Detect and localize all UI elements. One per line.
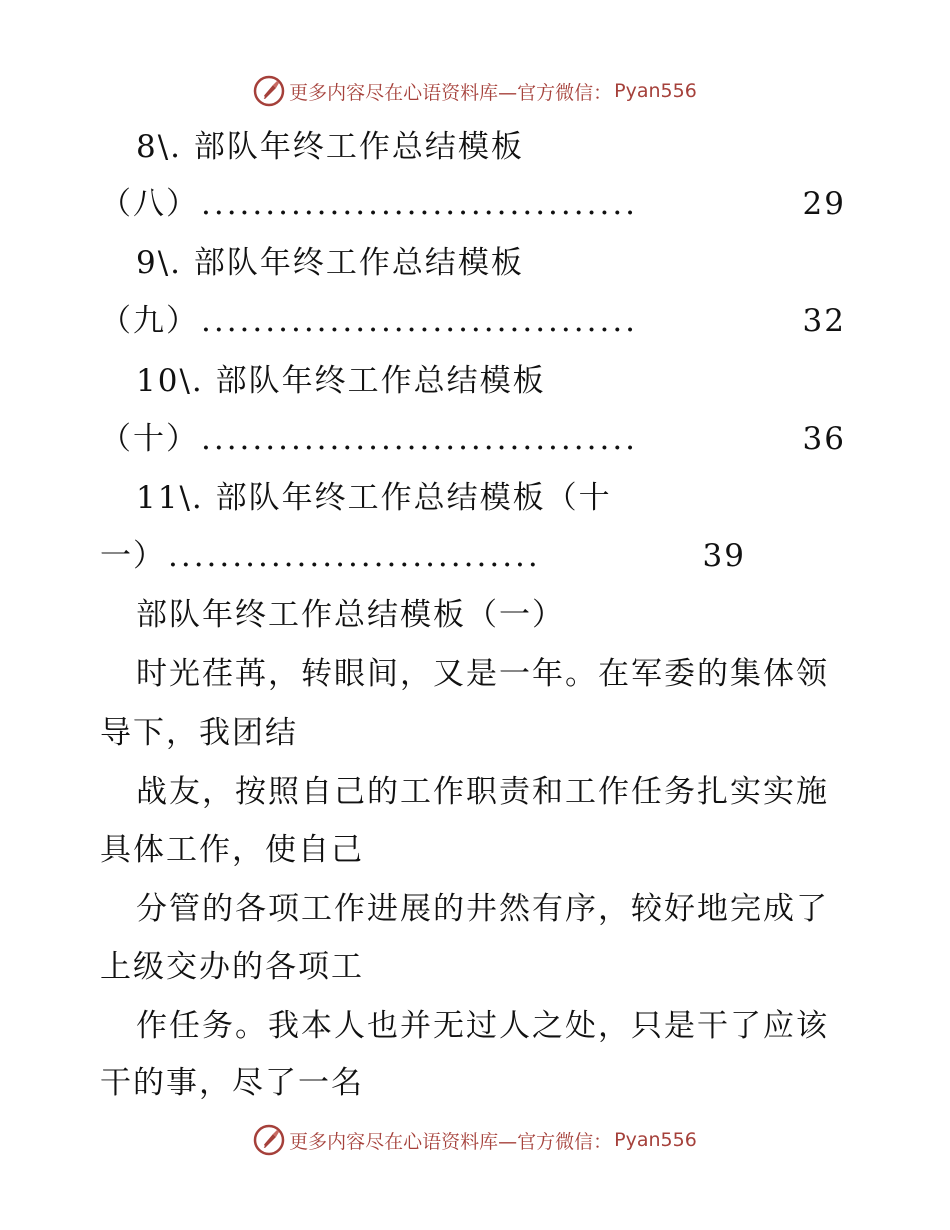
toc-entry-tail: （九） bbox=[100, 303, 199, 339]
toc-page-number: 39 bbox=[702, 538, 746, 574]
banner-text: 更多内容尽在心语资料库—官方微信： bbox=[289, 1130, 613, 1153]
pen-nib-logo-icon bbox=[253, 1124, 285, 1156]
toc-entry-tail: 一） bbox=[100, 538, 166, 574]
toc-entry-page-line bbox=[0, 419, 846, 459]
toc-page-number: 36 bbox=[802, 421, 846, 457]
toc-page-number: 32 bbox=[802, 303, 846, 339]
body-text-line: 作任务。我本人也并无过人之处，只是干了应该 bbox=[136, 1008, 829, 1044]
toc-leader-dots: .................................. bbox=[201, 186, 639, 222]
toc-entry-title: 11\. 部队年终工作总结模板（十 bbox=[136, 480, 612, 516]
toc-entry-title: 10\. 部队年终工作总结模板 bbox=[136, 363, 546, 399]
pen-nib-logo-icon bbox=[253, 75, 285, 107]
banner-wechat-id: Pyan556 bbox=[614, 80, 697, 102]
banner-text: 更多内容尽在心语资料库—官方微信： bbox=[289, 81, 613, 104]
toc-entry-title: 9\. 部队年终工作总结模板 bbox=[136, 245, 524, 281]
body-text-line: 时光荏苒，转眼间，又是一年。在军委的集体领 bbox=[136, 656, 829, 692]
toc-entry-tail: （十） bbox=[100, 421, 199, 457]
toc-entry-page-line bbox=[0, 184, 846, 224]
toc-entry-page-line bbox=[0, 301, 846, 341]
toc-entry-title: 8\. 部队年终工作总结模板 bbox=[136, 129, 524, 165]
toc-entry-page-line bbox=[0, 536, 746, 576]
toc-entry-tail: （八） bbox=[100, 186, 199, 222]
header-banner bbox=[0, 71, 950, 111]
body-text-line: 战友，按照自己的工作职责和工作任务扎实实施 bbox=[136, 774, 829, 810]
banner-wechat-id: Pyan556 bbox=[614, 1129, 697, 1151]
body-text-line: 干的事，尽了一名 bbox=[100, 1065, 364, 1101]
footer-banner bbox=[0, 1120, 950, 1160]
section-heading: 部队年终工作总结模板（一） bbox=[136, 597, 565, 633]
body-text-line: 具体工作，使自己 bbox=[100, 832, 364, 868]
toc-leader-dots: .................................. bbox=[201, 421, 639, 457]
body-text-line: 导下，我团结 bbox=[100, 715, 298, 751]
body-text-line: 分管的各项工作进展的井然有序，较好地完成了 bbox=[136, 891, 829, 927]
toc-leader-dots: ............................. bbox=[168, 538, 541, 574]
toc-page-number: 29 bbox=[802, 186, 846, 222]
body-text-line: 上级交办的各项工 bbox=[100, 949, 364, 985]
toc-leader-dots: .................................. bbox=[201, 303, 639, 339]
